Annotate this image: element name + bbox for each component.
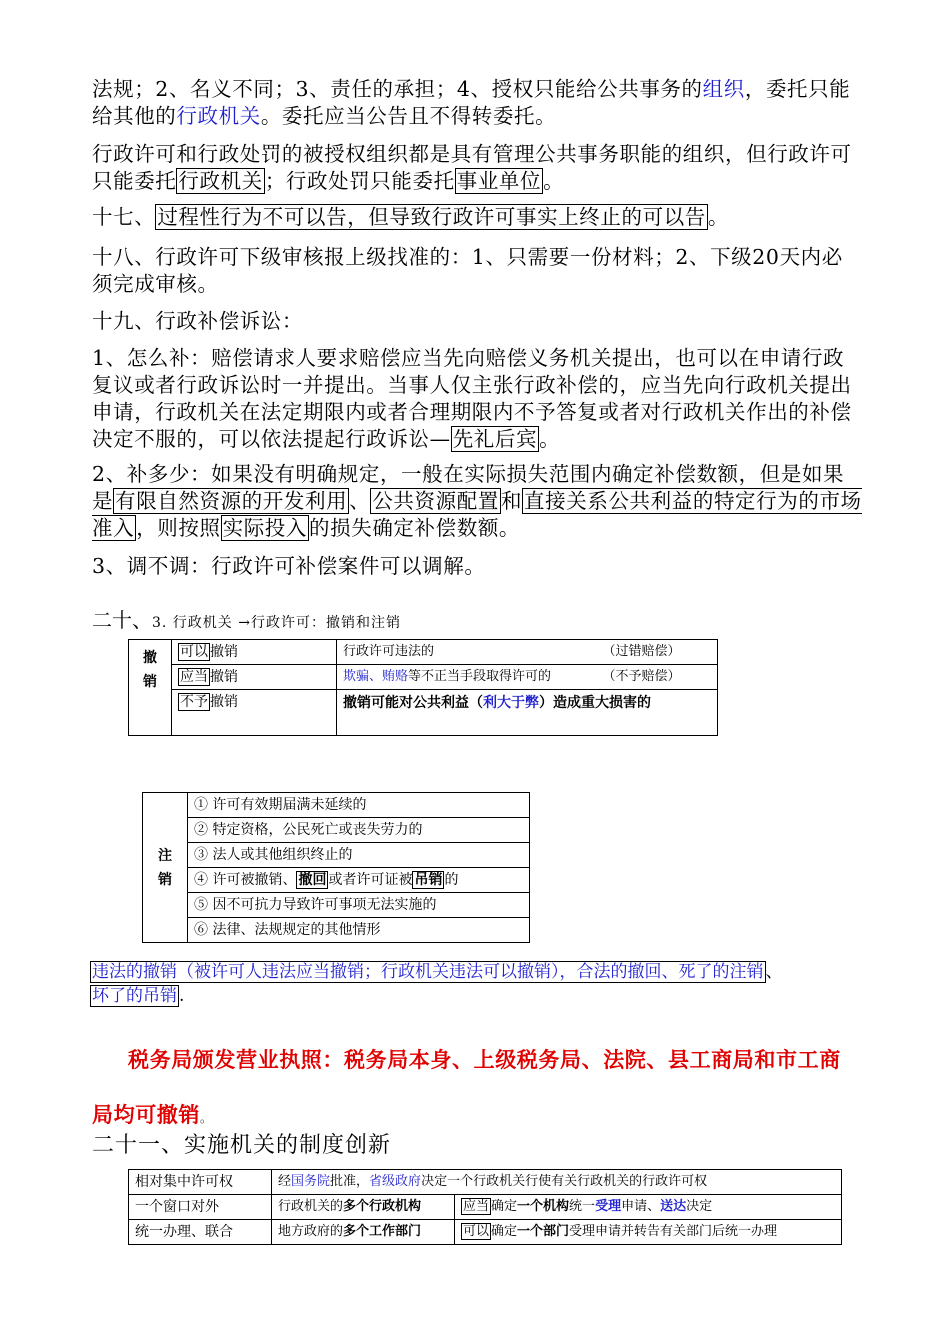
boxed-actual-input: 实际投入 — [222, 516, 308, 540]
boxed-courtesy-first: 先礼后宾 — [452, 427, 538, 451]
paragraph-authorization: 法规；2、名义不同；3、责任的承担；4、授权只能给公共事务的组织，委托只能给其他的行政机关。委托应当公告且不得转委托。 — [92, 77, 851, 128]
paragraph-how-much: 2、补多少：如果没有明确规定，一般在实际损失范围内确定补偿数额，但是如果是有限自然资源的开发利用、公共资源配置和直接关系公共利益的特定行为的市场准入，则按照实际投入的损失确定补偿数额。 — [92, 462, 862, 540]
boxed-public-resources: 公共资源配置 — [372, 489, 499, 513]
cancel-row: ① 许可有效期届满未延续的 — [188, 793, 530, 818]
paragraph-entrustment: 行政许可和行政处罚的被授权组织都是具有管理公共事务职能的组织，但行政许可只能委托行政机关；行政处罚只能委托事业单位。 — [92, 142, 852, 193]
paragraph-seventeen: 十七、过程性行为不可以告，但导致行政许可事实上终止的可以告。 — [92, 205, 730, 229]
cancel-row: ② 特定资格，公民死亡或丧失劳力的 — [188, 818, 530, 843]
tax-bureau-note: 税务局颁发营业执照：税务局本身、上级税务局、法院、县工商局和市工商局均可撤销。 — [92, 1047, 841, 1127]
section-twenty-one-title: 二十一、实施机关的制度创新 — [92, 1133, 392, 1158]
cancel-header: 注销 — [143, 793, 188, 943]
paragraph-eighteen: 十八、行政许可下级审核报上级找准的：1、只需要一份材料；2、下级20天内必须完成审核。 — [92, 245, 843, 296]
summary-note: 违法的撤销（被许可人违法应当撤销；行政机关违法可以撤销），合法的撤回、死了的注销 、 坏了的吊销 . — [92, 962, 783, 1006]
revoke-header: 撤销 — [129, 640, 172, 736]
boxed-admin-organ: 行政机关 — [178, 169, 263, 193]
cancel-row: ③ 法人或其他组织终止的 — [188, 843, 530, 868]
highlight-admin-organ: 行政机关 — [176, 104, 261, 128]
cancel-row: ④ 许可被撤销、 撤回 或者许可证被 吊销 的 — [188, 868, 530, 893]
cancel-row: ⑥ 法律、法规规定的其他情形 — [188, 918, 530, 943]
boxed-public-institution: 事业单位 — [456, 169, 542, 193]
section-twenty-title: 二十、3. 行政机关 →行政许可：撤销和注销 — [92, 608, 401, 632]
paragraph-mediation: 3、调不调：行政许可补偿案件可以调解。 — [92, 554, 486, 578]
boxed-market-access: 直接关系公共利益的特定行为的市场准入 — [92, 489, 862, 540]
revoke-table: 撤销 可以 撤销 行政许可违法的 （过错赔偿） 应当 撤销 欺骗、贿赂等不正当手段取得许可的 （不予赔偿） 不予 撤销 撤销可能对公共利益（利大于弊）造成重大损害的 — [128, 639, 718, 736]
highlight-organization: 组织 — [702, 77, 745, 101]
boxed-natural-resources: 有限自然资源的开发利用 — [115, 489, 348, 513]
boxed-process-act: 过程性行为不可以告，但导致行政许可事实上终止的可以告 — [157, 205, 706, 229]
innovation-label: 相对集中许可权 — [129, 1170, 272, 1195]
paragraph-how-to-compensate: 1、怎么补：赔偿请求人要求赔偿应当先向赔偿义务机关提出，也可以在申请行政复议或者行政诉讼时一并提出。当事人仅主张行政补偿的，应当先向行政机关提出申请，行政机关在法定期限内或者合理期限内不予答复或者对行政机关作出的补偿决定不服的，可以依法提起行政诉讼—先礼后宾。 — [92, 346, 852, 451]
innovation-label: 统一办理、联合 — [129, 1220, 272, 1245]
revoke-row-not: 不予 撤销 — [172, 690, 337, 736]
innovation-label: 一个窗口对外 — [129, 1195, 272, 1220]
cancel-table — [142, 792, 530, 943]
revoke-row-can: 可以 撤销 — [172, 640, 337, 665]
cancel-row: ⑤ 因不可抗力导致许可事项无法实施的 — [188, 893, 530, 918]
innovation-table: 相对集中许可权 经国务院批准，省级政府决定一个行政机关行使有关行政机关的行政许可权 一个窗口对外 行政机关的多个行政机构 应当 确定一个机构统一受理申请、送达决定 统一办理、联合 地方政府的多个工作部门 可以 确定一个部门受理申请并转告有关部门后统一办理 — [128, 1169, 842, 1245]
revoke-row-should: 应当 撤销 — [172, 665, 337, 690]
paragraph-nineteen: 十九、行政补偿诉讼： — [92, 309, 303, 333]
